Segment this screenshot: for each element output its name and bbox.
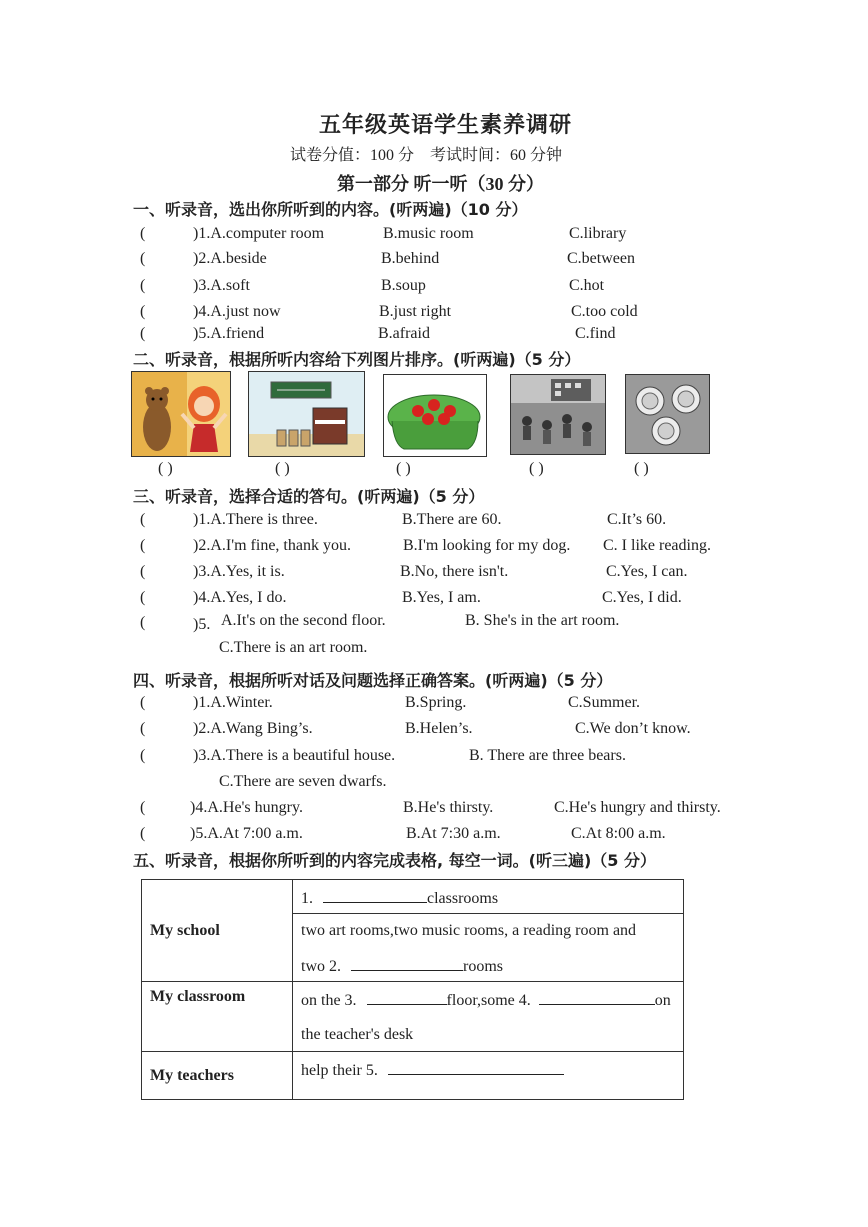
option-a: )2.A.Wang Bing’s.	[193, 720, 313, 737]
option-c: C.find	[575, 325, 616, 342]
school-line-1	[293, 880, 684, 914]
answer-paren[interactable]: (	[140, 799, 146, 816]
row-label-teachers	[142, 1052, 293, 1100]
option-a: )1.A.There is three.	[193, 511, 318, 528]
option-b: B. There are three bears.	[469, 747, 626, 764]
blank-5[interactable]	[388, 1060, 564, 1075]
option-c: C.hot	[569, 277, 605, 294]
option-a: )3.A.There is a beautiful house.	[193, 747, 396, 764]
blank-2[interactable]	[351, 956, 463, 971]
answer-paren[interactable]: (	[140, 720, 146, 737]
option-b: B.afraid	[378, 325, 430, 342]
answer-paren[interactable]: (	[140, 537, 146, 554]
part-one-heading: 第一部分 听一听（30 分）	[337, 174, 544, 194]
teachers-line	[293, 1052, 684, 1100]
option-a: )4.A.He's hungry.	[190, 799, 303, 816]
option-b: B.just right	[379, 303, 452, 320]
blank-1[interactable]	[323, 888, 427, 903]
option-a: )3.A.Yes, it is.	[193, 563, 285, 580]
option-c: C. I like reading.	[603, 537, 711, 554]
blank-2-number: two 2.	[301, 958, 341, 975]
picture-answer-paren[interactable]: ( )	[275, 460, 290, 477]
option-b: B.Spring.	[405, 694, 467, 711]
answer-paren[interactable]: (	[140, 325, 146, 342]
option-b: B.Yes, I am.	[402, 589, 481, 606]
option-c: C.There is an art room.	[219, 639, 368, 656]
option-a: A.It's on the second floor.	[221, 612, 386, 629]
my-teachers-label: My teachers	[150, 1066, 234, 1084]
option-b: B.I'm looking for my dog.	[403, 537, 571, 554]
classroom-desk-text: the teacher's desk	[301, 1026, 414, 1043]
blank-2-suffix: rooms	[463, 958, 503, 975]
option-c: C.Summer.	[568, 694, 641, 711]
blank-1-suffix: classrooms	[427, 890, 499, 907]
picture-playground	[510, 374, 606, 455]
option-c: C.He's hungry and thirsty.	[554, 799, 721, 816]
option-b: B.Helen’s.	[405, 720, 473, 737]
option-c: C.There are seven dwarfs.	[219, 773, 387, 790]
blank-4-number: floor,some 4.	[446, 992, 531, 1009]
answer-paren[interactable]: (	[140, 277, 146, 294]
blank-1-number: 1.	[301, 890, 313, 907]
option-c: C.library	[569, 225, 627, 242]
option-b: B.He's thirsty.	[403, 799, 494, 816]
picture-bears-girl	[131, 371, 231, 457]
my-school-label: My school	[150, 921, 220, 939]
school-description: two art rooms,two music rooms, a reading room and	[301, 922, 637, 939]
option-a: )4.A.Yes, I do.	[193, 589, 287, 606]
option-b: B.behind	[381, 250, 440, 267]
option-a: )1.A.computer room	[193, 225, 325, 242]
option-c: C.We don’t know.	[575, 720, 691, 737]
option-a: )2.A.beside	[193, 250, 267, 267]
answer-paren[interactable]: (	[140, 614, 146, 631]
answer-paren[interactable]: (	[140, 511, 146, 528]
answer-paren[interactable]: (	[140, 303, 146, 320]
fill-in-table	[141, 879, 684, 1100]
picture-apples-table	[383, 374, 487, 457]
option-a: )5.A.At 7:00 a.m.	[190, 825, 303, 842]
answer-paren[interactable]: (	[140, 563, 146, 580]
section-4-heading: 四、听录音，根据所听对话及问题选择正确答案。(听两遍)（5 分）	[133, 671, 613, 690]
option-b: B.soup	[381, 277, 426, 294]
answer-paren[interactable]: (	[140, 694, 146, 711]
school-line-2	[293, 914, 684, 982]
option-a: )1.A.Winter.	[193, 694, 273, 711]
section-1-heading: 一、听录音，选出你所听到的内容。(听两遍)（10 分）	[133, 200, 528, 219]
option-b: B.At 7:30 a.m.	[406, 825, 501, 842]
question-number: )5.	[193, 616, 211, 633]
picture-answer-paren[interactable]: ( )	[634, 460, 649, 477]
blank-3-number: on the 3.	[301, 992, 357, 1009]
section-3-heading: 三、听录音，选择合适的答句。(听两遍)（5 分）	[133, 487, 485, 506]
option-c: C.Yes, I can.	[606, 563, 688, 580]
picture-answer-paren[interactable]: ( )	[529, 460, 544, 477]
picture-music-room	[248, 371, 365, 457]
picture-answer-paren[interactable]: ( )	[396, 460, 411, 477]
blank-3[interactable]	[367, 990, 447, 1005]
classroom-line	[293, 982, 684, 1052]
option-c: C.It’s 60.	[607, 511, 667, 528]
blank-5-number: help their 5.	[301, 1062, 378, 1079]
option-a: )4.A.just now	[193, 303, 281, 320]
option-b: B.There are 60.	[402, 511, 502, 528]
answer-paren[interactable]: (	[140, 250, 146, 267]
exam-info: 试卷分值：100 分 考试时间：60 分钟	[290, 147, 563, 164]
answer-paren[interactable]: (	[140, 589, 146, 606]
option-c: C.Yes, I did.	[602, 589, 682, 606]
blank-4-suffix: on	[654, 992, 671, 1009]
answer-paren[interactable]: (	[140, 225, 146, 242]
row-label-school	[142, 880, 293, 982]
option-c: C.too cold	[571, 303, 638, 320]
option-c: C.At 8:00 a.m.	[571, 825, 666, 842]
picture-answer-paren[interactable]: ( )	[158, 460, 173, 477]
option-c: C.between	[567, 250, 635, 267]
option-a: )5.A.friend	[193, 325, 265, 342]
section-5-heading: 五、听录音，根据你所听到的内容完成表格, 每空一词。(听三遍)（5 分）	[133, 851, 656, 870]
picture-bowls	[625, 374, 710, 454]
answer-paren[interactable]: (	[140, 747, 146, 764]
option-a: )2.A.I'm fine, thank you.	[193, 537, 351, 554]
option-b: B.No, there isn't.	[400, 563, 509, 580]
page-title: 五年级英语学生素养调研	[319, 112, 573, 137]
option-a: )3.A.soft	[193, 277, 250, 294]
answer-paren[interactable]: (	[140, 825, 146, 842]
option-b: B.music room	[383, 225, 474, 242]
option-b: B. She's in the art room.	[465, 612, 620, 629]
blank-4[interactable]	[539, 990, 655, 1005]
row-label-classroom	[142, 982, 293, 1052]
my-classroom-label: My classroom	[150, 988, 246, 1005]
section-2-heading: 二、听录音，根据所听内容给下列图片排序。(听两遍)（5 分）	[133, 350, 581, 369]
